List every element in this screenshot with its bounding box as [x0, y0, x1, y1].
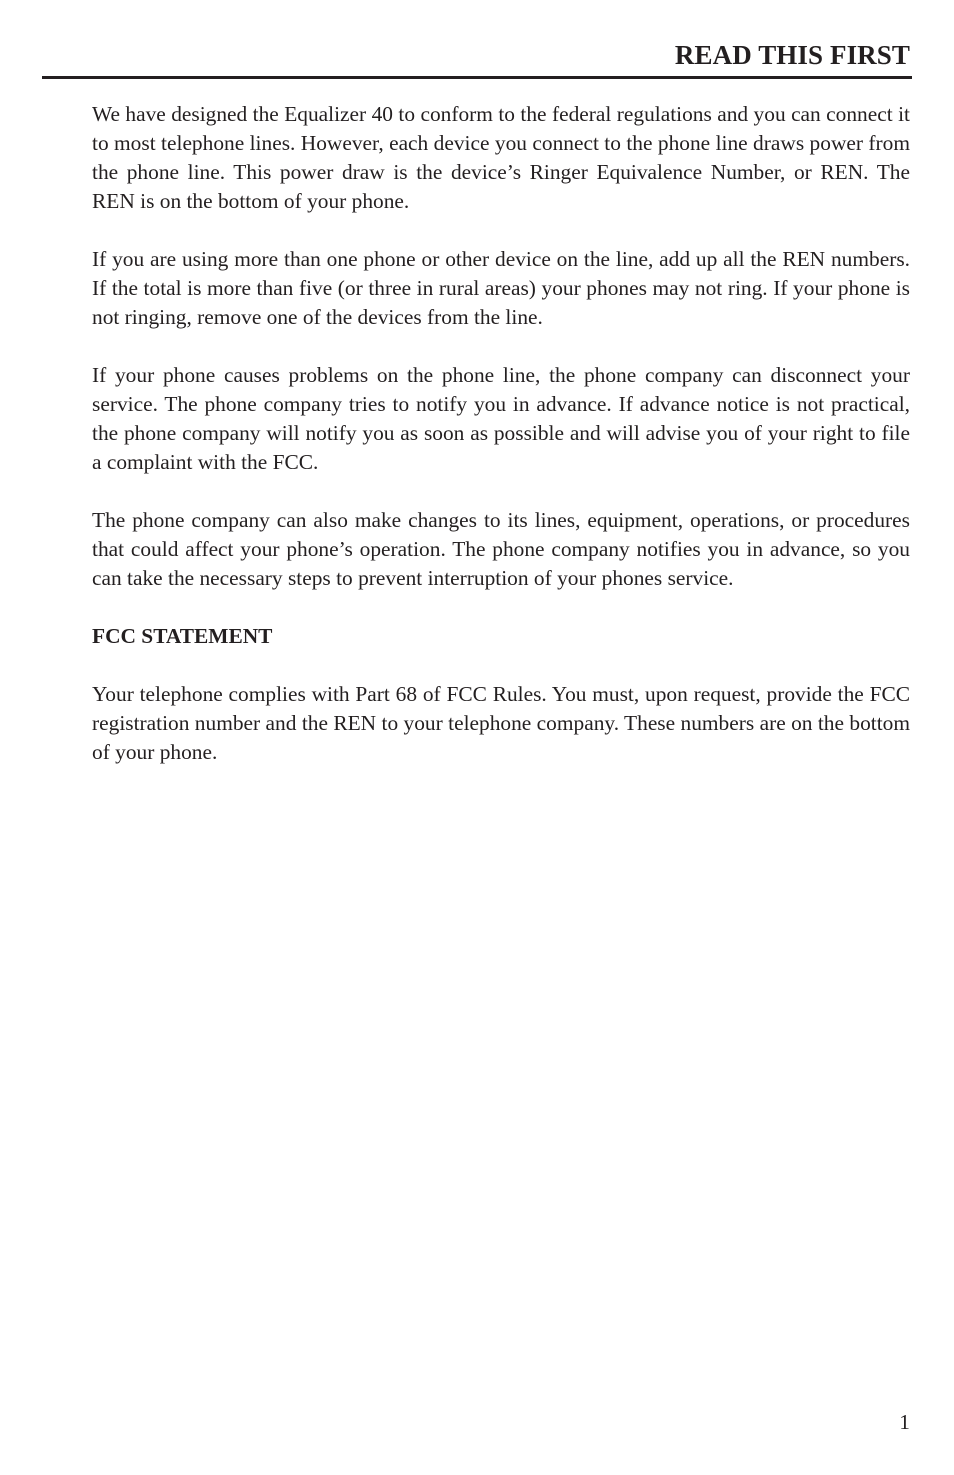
section-heading-fcc: FCC STATEMENT — [92, 624, 273, 648]
page-number: 1 — [899, 1410, 910, 1434]
paragraph-changes: The phone company can also make changes to its lines, equipment, operations, or procedures that could affect your phone’s operation. The phone company notifies you in advance, so you can take the necessary steps to prevent interruption of your phones service. — [92, 508, 910, 590]
paragraph-ren-intro: We have designed the Equalizer 40 to conform to the federal regulations and you can connect it to most telephone lines. However, each device you connect to the phone line draws power from the phone line. This power draw is the device’s Ringer Equivalence Number, or REN. The REN is on the bottom of your phone. — [92, 102, 910, 213]
paragraph-ren-total: If you are using more than one phone or other device on the line, add up all the REN numbers. If the total is more than five (or three in rural areas) your phones may not ring. If your phone is not ringing, remove one of the devices from the line. — [92, 247, 910, 329]
page-header — [42, 36, 912, 79]
paragraph-disconnect: If your phone causes problems on the phone line, the phone company can disconnect your service. The phone company tries to notify you in advance. If advance notice is not practical, the phone company will notify you as soon as possible and will advise you of your right to file a complaint with the FCC. — [92, 363, 910, 474]
paragraph-fcc-statement: Your telephone complies with Part 68 of FCC Rules. You must, upon request, provide the FCC registration number and the REN to your telephone company. These numbers are on the bottom of your phone. — [92, 682, 910, 764]
page-content — [92, 100, 910, 796]
page-title: READ THIS FIRST — [674, 40, 910, 70]
